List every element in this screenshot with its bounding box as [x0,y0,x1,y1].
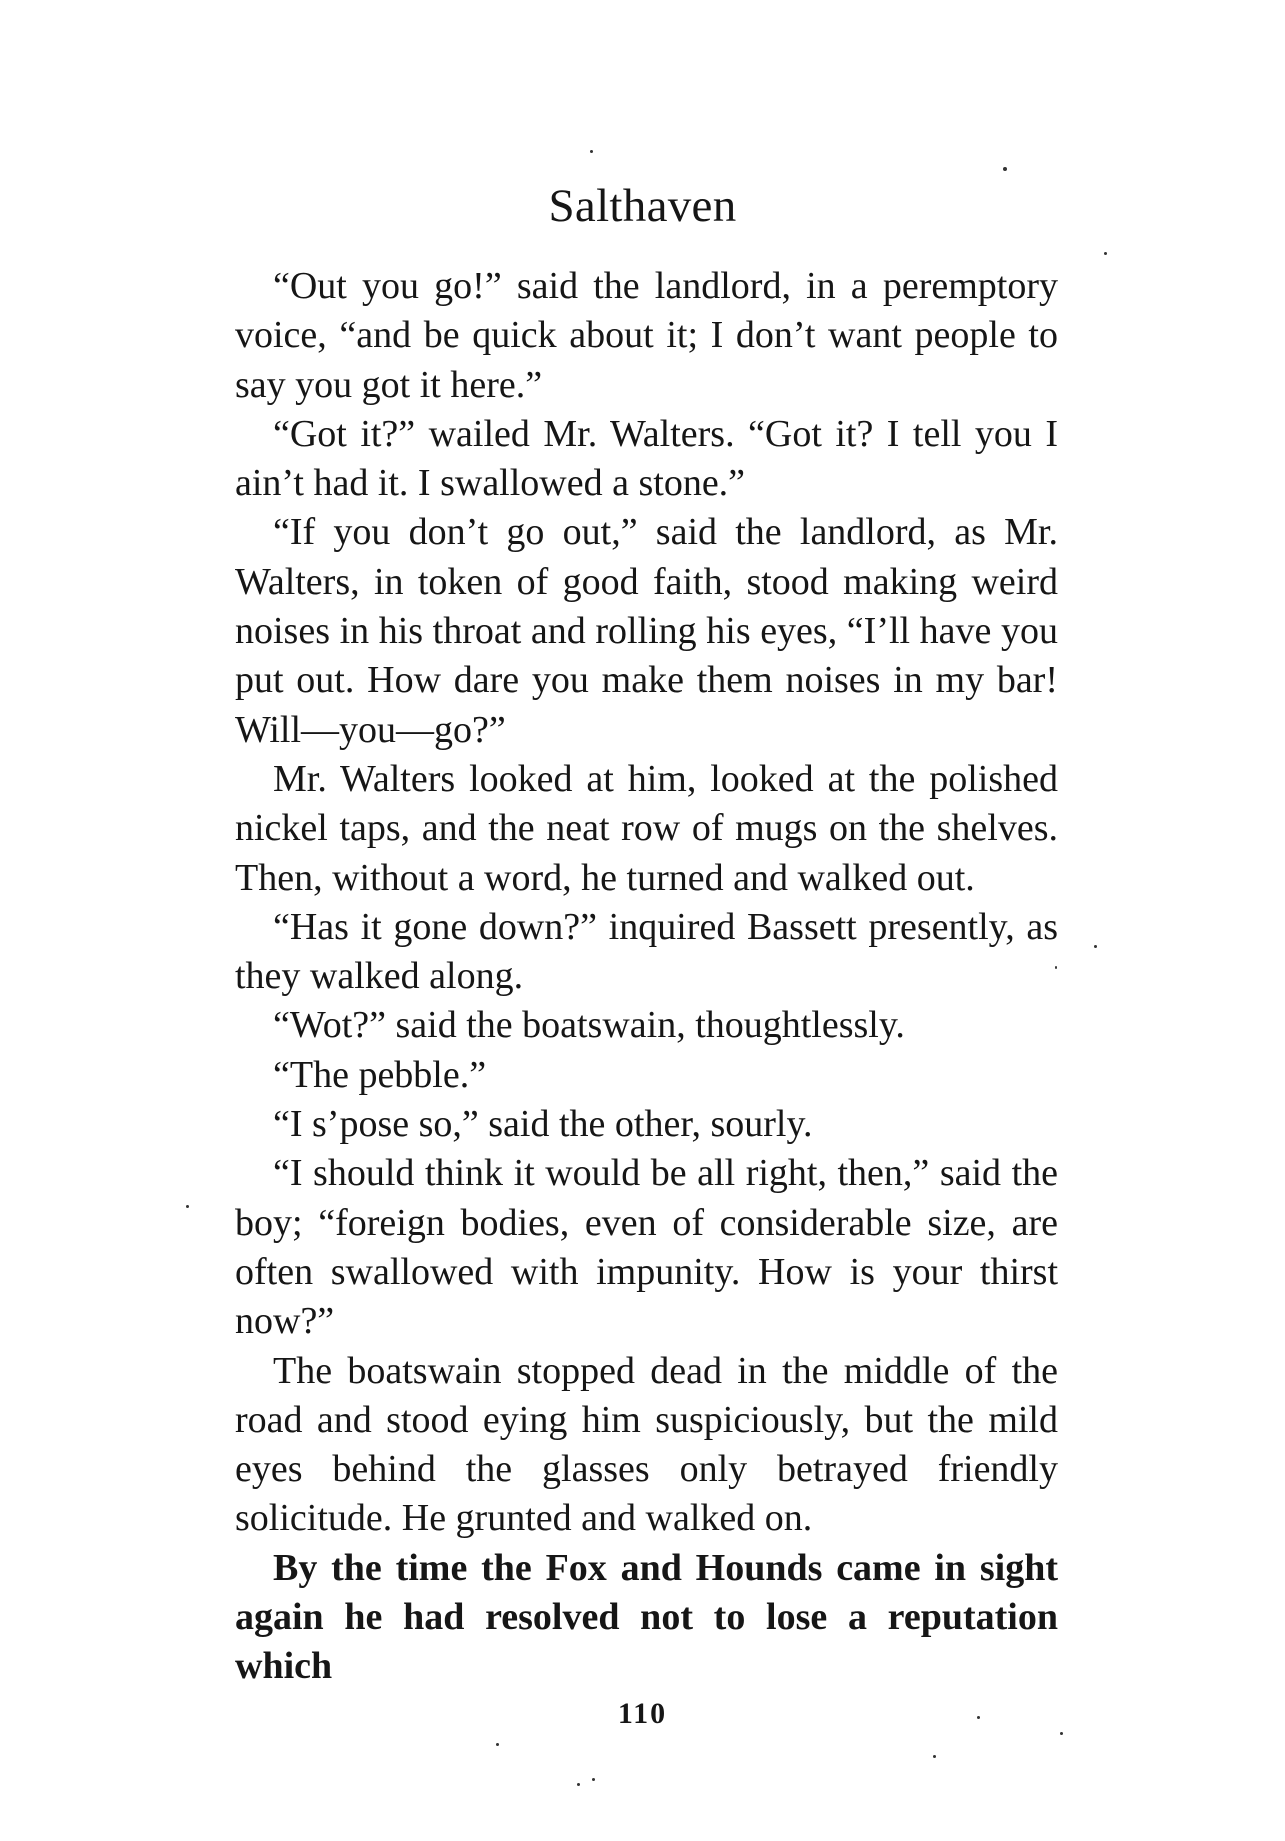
scan-speck [1104,252,1107,255]
scan-speck [577,1783,580,1786]
paragraph-8: “I s’pose so,” said the other, sourly. [273,1103,813,1146]
paragraph-2: “Got it?” wailed Mr. Walters. “Got it? I tell you I ain’t had it. I swallowed a stone.” [235,412,1058,505]
scan-speck [1060,1732,1063,1735]
paragraph-3: “If you don’t go out,” said the landlord, as Mr. Walters, in token of good faith, stood making weird noises in his throat and rolling his eyes, “I’ll have you put out. How dare you make them noises in my bar! Will—you—go?” [235,511,1058,751]
paragraph-11: By the time the Fox and Hounds came in sight again he had resolved not to lose a reputation which [235,1546,1058,1688]
page-number: 110 [617,1697,668,1730]
scan-speck [1003,167,1007,171]
paragraph-5: “Has it gone down?” inquired Bassett presently, as they walked along. [235,905,1058,998]
paragraph-10: The boatswain stopped dead in the middle of the road and stood eying him suspiciously, but the mild eyes behind the glasses only betrayed friendly solicitude. He grunted and walked on. [235,1349,1058,1540]
scan-speck [1055,966,1057,969]
paragraph-7: “The pebble.” [273,1053,487,1096]
paragraph-6: “Wot?” said the boatswain, thoughtlessly. [273,1004,905,1047]
scan-speck [590,150,593,153]
body-text [235,262,1058,1692]
scan-speck [977,1716,980,1719]
scan-speck [496,1743,499,1746]
scan-speck [933,1755,936,1758]
scan-speck [592,1778,595,1781]
scan-speck [186,1205,189,1208]
running-title: Salthaven [548,180,737,232]
paragraph-9: “I should think it would be all right, then,” said the boy; “foreign bodies, even of considerable size, are often swallowed with impunity. How is your thirst now?” [235,1152,1058,1343]
paragraph-4: Mr. Walters looked at him, looked at the polished nickel taps, and the neat row of mugs on the shelves. Then, without a word, he turned and walked out. [235,757,1058,899]
paragraph-1: “Out you go!” said the landlord, in a peremptory voice, “and be quick about it; I don’t want people to say you got it here.” [235,265,1058,406]
scan-speck [1094,945,1097,948]
